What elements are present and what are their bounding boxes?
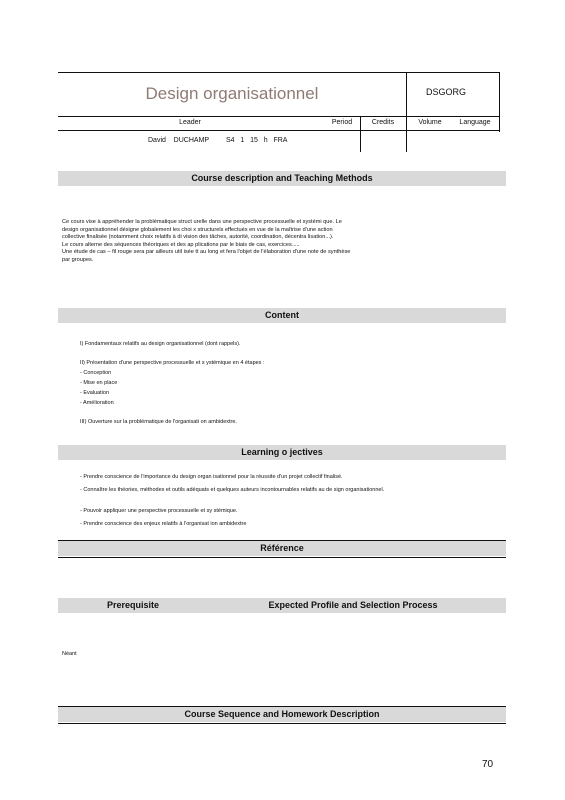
objective-line: - Pouvoir appliquer une perspective processuelle et sy stémique. [80, 508, 238, 514]
learning-objectives-heading: Learning o jectives [58, 445, 506, 460]
desc-line: par groupes. [62, 256, 94, 263]
prerequisite-value: Néant [62, 651, 77, 657]
leader-name: David DUCHAMP [148, 137, 210, 144]
course-code: DSGORG [425, 87, 466, 97]
content-line: - Conception [80, 370, 112, 376]
col-leader: Leader [179, 119, 201, 126]
sequence-bottom-rule [58, 723, 506, 724]
course-title: Design organisationnel [145, 84, 319, 103]
reference-heading: Référence [58, 541, 506, 556]
header-right-rule [499, 72, 500, 132]
col-credits: Credits [371, 119, 395, 126]
content-line: - Evaluation [80, 390, 110, 396]
desc-line: design organisationnel désigne globalement les choi x structurels effectués en vue de la maîtrise d'une action [62, 226, 333, 233]
objective-line: - Connaître les théories, méthodes et outils adéquats et quelques auteurs incontournables relatifs au de sign organisationnel. [80, 487, 385, 493]
desc-line: Une étude de cas – fil rouge sera par ailleurs util isée tt au long et fera l'objet de l'élaboration d'une note de synthèse [62, 249, 351, 256]
desc-line: collective finalisée (notamment choix relatifs à di vision des tâches, autorité, coordination, décentra lisation...). [62, 234, 334, 241]
objective-line: - Prendre conscience des enjeux relatifs à l'organisat ion ambidextre [80, 521, 247, 527]
expected-profile-heading: Expected Profile and Selection Process [268, 600, 438, 610]
course-description-heading: Course description and Teaching Methods [58, 171, 506, 186]
header-divider [406, 72, 407, 152]
col-language: Language [459, 119, 491, 126]
content-heading: Content [58, 308, 506, 323]
objective-line: - Prendre conscience de l'importance du design organ isationnel pour la réussite d'un projet collectif finalisé. [80, 474, 343, 480]
col-period: Period [331, 119, 353, 126]
desc-line: Ce cours vise à appréhender la problématique struct urelle dans une perspective processuelle et systémi que. Le [62, 219, 342, 225]
col-volume: Volume [418, 119, 442, 126]
header-top-rule [58, 72, 500, 73]
header-row-rule [58, 116, 500, 117]
content-line: III) Ouverture sur la problématique de l'organisati on ambidextre. [80, 419, 237, 425]
content-line: - Amélioration [80, 400, 114, 406]
desc-line: Le cours alterne des séquences théoriques et des ap plications par le biais de cas, exercices..... [62, 241, 300, 248]
content-line: I) Fondamentaux relatifs au design organisationnel (dont rappels). [80, 341, 241, 347]
course-description-body [62, 219, 498, 265]
period-volume-language: S4 1 15 h FRA [226, 137, 288, 144]
reference-bottom-rule [58, 557, 506, 558]
course-sequence-heading: Course Sequence and Homework Description [58, 707, 506, 722]
prerequisite-heading: Prerequisite [106, 600, 160, 610]
content-line: II) Présentation d'une perspective processuelle et s ystémique en 4 étapes : [80, 360, 265, 366]
header-sub-rule [58, 130, 500, 131]
content-line: - Mise en place [80, 380, 118, 386]
page-number: 70 [482, 759, 494, 770]
